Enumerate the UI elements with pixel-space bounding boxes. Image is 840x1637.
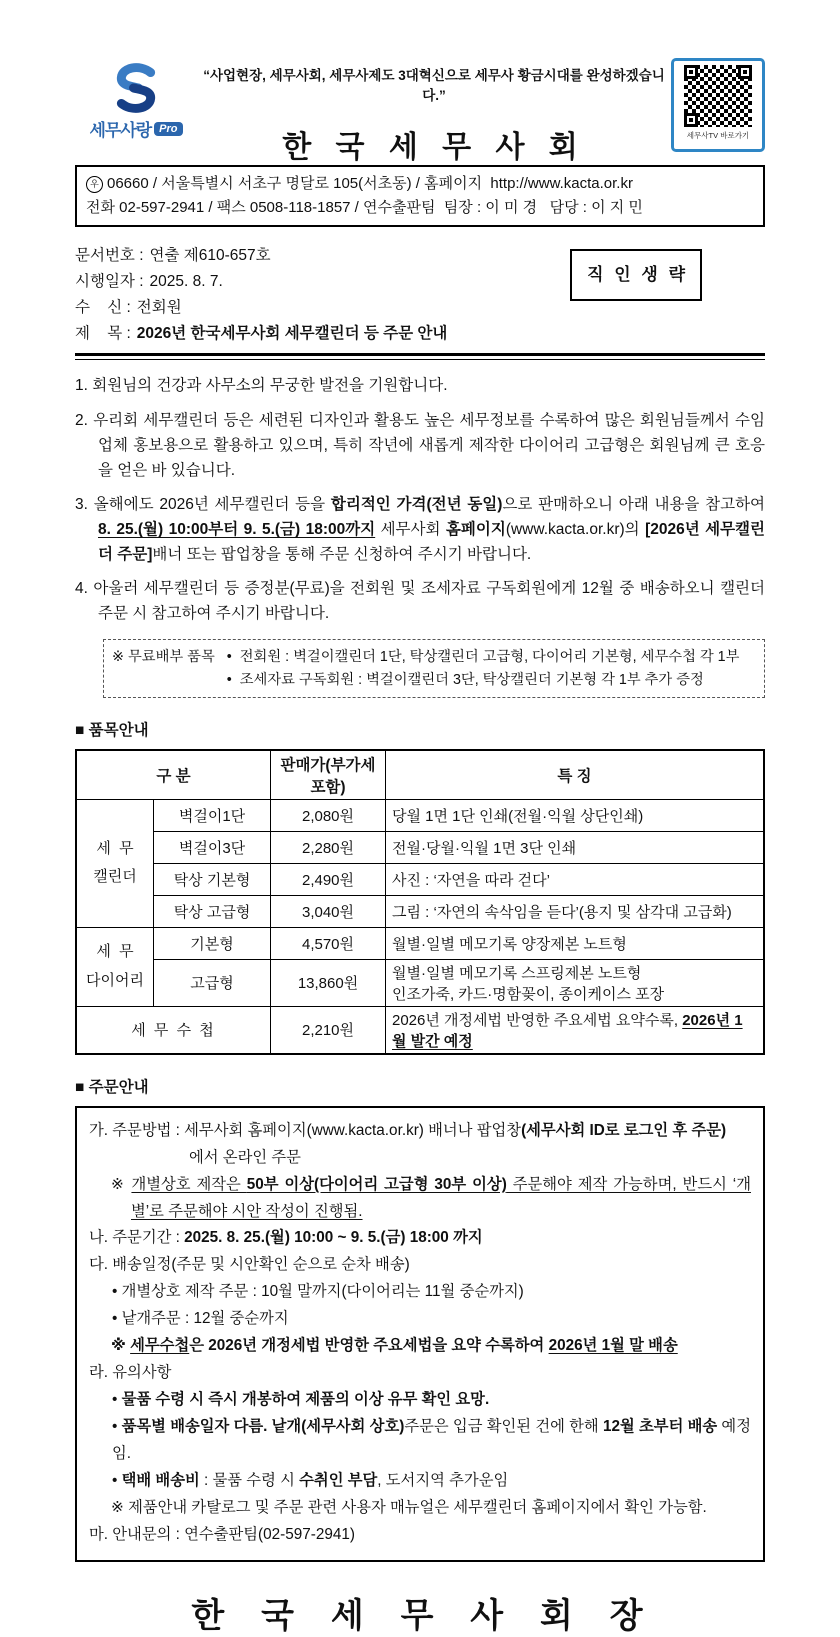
order-method-continuation: 에서 온라인 주문 bbox=[189, 1148, 301, 1166]
free-box-label: ※ 무료배부 품목 bbox=[112, 649, 215, 666]
header-center bbox=[197, 58, 671, 166]
item-price: 2,210원 bbox=[271, 1006, 386, 1054]
para-number: 1. bbox=[75, 377, 88, 395]
item-price: 4,570원 bbox=[271, 927, 386, 959]
group-label: 캘린더 bbox=[93, 868, 137, 886]
doc-subject-value: 2026년 한국세무사회 세무캘린더 등 주문 안내 bbox=[136, 325, 448, 343]
para-text: 배너 또는 팝업창을 통해 주문 신청하여 주시기 바랍니다. bbox=[152, 546, 532, 564]
order-period-label: 나. 주문기간 : bbox=[89, 1229, 185, 1247]
free-distribution-box bbox=[103, 639, 765, 697]
postal-mark-icon: 우 bbox=[86, 176, 103, 193]
order-period-line bbox=[89, 1225, 751, 1252]
table-row bbox=[76, 1006, 764, 1054]
para-text-bold: 합리적인 가격(전년 동일) bbox=[330, 495, 503, 513]
doc-date-value: 2025. 8. 7. bbox=[149, 273, 223, 291]
order-guide-box bbox=[75, 1106, 765, 1563]
para-text: 으로 판매하오니 아래 내용을 참고하여 bbox=[502, 495, 766, 513]
caution-text: 주문은 입금 확인된 건에 한해 bbox=[404, 1417, 603, 1435]
individual-print-note bbox=[89, 1172, 751, 1226]
doc-subject-row bbox=[75, 321, 765, 346]
homepage-url: (www.kacta.or.kr)의 bbox=[505, 520, 646, 538]
order-period-value: 2025. 8. 25.(월) 10:00 ~ 9. 5.(금) 18:00 까지 bbox=[184, 1229, 483, 1247]
group-diary bbox=[76, 927, 154, 1006]
para-text: 올해에도 2026년 세무캘린더 등을 bbox=[93, 495, 331, 513]
caution-item bbox=[89, 1387, 751, 1414]
qr-pattern bbox=[684, 65, 752, 127]
doc-number-label: 문서번호 : bbox=[75, 247, 144, 264]
para-text: 회원님의 건강과 사무소의 무궁한 발전을 기원합니다. bbox=[92, 377, 448, 395]
bullet-icon: • bbox=[112, 1390, 122, 1408]
feature-line: 월별·일별 메모기록 스프링제본 노트형 bbox=[392, 964, 642, 982]
table-row bbox=[76, 831, 764, 863]
paragraph-4 bbox=[75, 576, 765, 626]
paragraph-3 bbox=[75, 492, 765, 567]
contact-line-1 bbox=[86, 172, 754, 196]
para-number: 2. bbox=[75, 411, 88, 429]
handbook-delivery-note bbox=[89, 1333, 751, 1360]
qr-code bbox=[671, 58, 765, 152]
item-name: 탁상 고급형 bbox=[154, 895, 271, 927]
order-method-label: 가. 주문방법 : bbox=[89, 1121, 185, 1139]
divider-double-rule bbox=[75, 353, 765, 360]
address-text: 06660 / 서울특별시 서초구 명달로 105(서초동) / 홈페이지 http://www.kacta.or.kr bbox=[107, 175, 633, 192]
caution-item bbox=[89, 1468, 751, 1495]
doc-recipient-value: 전회원 bbox=[136, 299, 182, 317]
semusarang-logo bbox=[75, 58, 197, 141]
note-text-underline: 주문해야 제작 가능하며, 반드시 ‘개별’로 주문해야 시안 작성이 진행됨. bbox=[131, 1175, 751, 1220]
para-number: 3. bbox=[75, 495, 88, 513]
paragraph-2 bbox=[75, 408, 765, 483]
item-price: 13,860원 bbox=[271, 959, 386, 1006]
free-item-subscribers: • 조세자료 구독회원 : 벽걸이캘린더 3단, 탁상캘린더 기본형 각 1부 추가 증정 bbox=[226, 671, 704, 688]
caution-item bbox=[89, 1414, 751, 1468]
qr-finder-icon bbox=[738, 65, 752, 79]
para-text-bold: 홈페이지 bbox=[445, 520, 506, 538]
para-text: 아울러 세무캘린더 등 증정분(무료)을 전회원 및 조세자료 구독회원에게 12월 중 배송하오니 캘린더 주문 시 참고하여 주시기 바랍니다. bbox=[93, 580, 765, 623]
item-feature: 그림 : ‘자연의 속삭임을 듣다’(용지 및 삼각대 고급화) bbox=[386, 895, 765, 927]
delivery-schedule-line: 다. 배송일정(주문 및 시안확인 순으로 순차 배송) bbox=[89, 1256, 410, 1274]
doc-recipient-label: 수 신 : bbox=[75, 299, 131, 317]
header-feature: 특 징 bbox=[386, 750, 765, 800]
caution-heading: 라. 유의사항 bbox=[89, 1364, 172, 1382]
logo-s-icon bbox=[110, 62, 162, 114]
caution-text-bold: 물품 수령 시 즉시 개봉하여 제품의 이상 유무 확인 요망. bbox=[121, 1390, 490, 1408]
item-price: 2,080원 bbox=[271, 799, 386, 831]
free-item-all-members: • 전회원 : 벽걸이캘린더 1단, 탁상캘린더 고급형, 다이어리 기본형, 세무수첩 각 1부 bbox=[226, 649, 740, 666]
delivery-item: • 낱개주문 : 12월 중순까지 bbox=[112, 1310, 289, 1328]
table-row bbox=[76, 895, 764, 927]
caution-text: 예정임. bbox=[112, 1417, 751, 1462]
item-feature: 당월 1면 1단 인쇄(전월·익월 상단인쇄) bbox=[386, 799, 765, 831]
catalog-note: ※ 제품안내 카탈로그 및 주문 관련 사용자 매뉴얼은 세무캘린더 홈페이지에서 확인 가능함. bbox=[111, 1498, 707, 1516]
note-text-bold-underline: 2026년 1월 말 배송 bbox=[548, 1337, 678, 1355]
item-name: 탁상 기본형 bbox=[154, 863, 271, 895]
signature-title: 한 국 세 무 사 회 장 bbox=[191, 1597, 649, 1636]
caution-text: : 물품 수령 시 bbox=[199, 1471, 300, 1489]
qr-finder-icon bbox=[684, 113, 698, 127]
bullet-icon: • bbox=[112, 1471, 122, 1489]
item-price: 3,040원 bbox=[271, 895, 386, 927]
note-text-bold-underline: 세무수첩 bbox=[130, 1337, 190, 1355]
caution-text-bold: 12월 초부터 배송 bbox=[602, 1417, 718, 1435]
item-feature bbox=[386, 959, 765, 1006]
order-method-line bbox=[89, 1118, 751, 1145]
paragraph-1 bbox=[75, 373, 765, 398]
feature-highlight: 2026년 1월 발간 예정 bbox=[392, 1011, 743, 1050]
item-feature: 월별·일별 메모기록 양장제본 노트형 bbox=[386, 927, 765, 959]
group-label: 세 무 bbox=[96, 943, 134, 961]
table-header-row bbox=[76, 750, 764, 800]
logo-brand-text: 세무사랑 bbox=[89, 121, 152, 140]
banner-name-bold: [2026년 세무캘린더 주문] bbox=[98, 520, 765, 564]
doc-number-value: 연출 제610-657호 bbox=[149, 247, 271, 264]
qr-finder-icon bbox=[684, 65, 698, 79]
organization-title: 한 국 세 무 사 회 bbox=[282, 131, 586, 164]
document-meta bbox=[75, 243, 765, 346]
para-number: 4. bbox=[75, 580, 88, 598]
item-feature bbox=[386, 1006, 765, 1054]
document-header bbox=[75, 58, 765, 162]
free-box-items bbox=[227, 646, 740, 690]
item-name: 기본형 bbox=[154, 927, 271, 959]
note-text-bold: 은 2026년 개정세법 반영한 주요세법을 요약 수록하여 bbox=[189, 1337, 549, 1355]
items-price-table bbox=[75, 749, 765, 1055]
caution-text-bold: 품목별 배송일자 다름. 낱개(세무사회 상호) bbox=[121, 1417, 405, 1435]
item-feature: 전월·당월·익월 1면 3단 인쇄 bbox=[386, 831, 765, 863]
order-method-bold: (세무사회 ID로 로그인 후 주문) bbox=[521, 1121, 727, 1139]
order-method-text: 세무사회 홈페이지(www.kacta.or.kr) 배너나 팝업창 bbox=[184, 1121, 522, 1139]
caution-text-bold: 택배 배송비 bbox=[121, 1471, 200, 1489]
order-period-highlight: 8. 25.(월) 10:00부터 9. 5.(금) 18:00까지 bbox=[98, 520, 376, 538]
item-feature: 사진 : ‘자연을 따라 걷다’ bbox=[386, 863, 765, 895]
slogan-text: “사업현장, 세무사회, 세무사제도 3대혁신으로 세무사 황금시대를 완성하겠습니다.” bbox=[203, 68, 665, 103]
table-row bbox=[76, 799, 764, 831]
seal-omitted-stamp: 직 인 생 략 bbox=[570, 249, 702, 301]
section-order-title: ■ 주문안내 bbox=[75, 1078, 149, 1096]
caution-text: , 도서지역 추가운임 bbox=[377, 1471, 509, 1489]
caution-text-bold: 수취인 부담 bbox=[299, 1471, 378, 1489]
header-price: 판매가(부가세포함) bbox=[271, 750, 386, 800]
table-row bbox=[76, 959, 764, 1006]
bullet-icon: • bbox=[112, 1417, 122, 1435]
item-name-handbook: 세 무 수 첩 bbox=[76, 1006, 271, 1054]
note-text-bold-underline: 50부 이상(다이어리 고급형 30부 이상) bbox=[246, 1175, 507, 1193]
note-mark: ※ bbox=[111, 1337, 131, 1355]
group-calendar bbox=[76, 799, 154, 927]
logo-pro-badge: Pro bbox=[154, 122, 182, 136]
inquiry-line: 마. 안내문의 : 연수출판팀(02-597-2941) bbox=[89, 1525, 355, 1543]
delivery-item: • 개별상호 제작 주문 : 10월 말까지(다이어리는 11월 중순까지) bbox=[112, 1283, 524, 1301]
section-items-title: ■ 품목안내 bbox=[75, 721, 149, 739]
group-label: 세 무 bbox=[96, 839, 134, 857]
doc-subject-label: 제 목 : bbox=[75, 325, 131, 343]
contact-info-box bbox=[75, 165, 765, 227]
para-text: 우리회 세무캘린더 등은 세련된 디자인과 활용도 높은 세무정보를 수록하여 많은 회원님들께서 수임업체 홍보용으로 활용하고 있으며, 특히 작년에 새롭게 제작한 다이어리 고급형은 회원님께 큰 호응을 얻은 바 있습니다. bbox=[93, 411, 765, 479]
item-name: 고급형 bbox=[154, 959, 271, 1006]
doc-date-label: 시행일자 : bbox=[75, 273, 144, 291]
body-paragraphs bbox=[75, 373, 765, 626]
logo-wordmark bbox=[89, 116, 182, 141]
note-mark: ※ bbox=[111, 1175, 132, 1193]
item-name: 벽걸이3단 bbox=[154, 831, 271, 863]
note-text-underline: 개별상호 제작은 bbox=[131, 1175, 247, 1193]
group-label: 다이어리 bbox=[86, 971, 144, 989]
para-text: 세무사회 bbox=[375, 520, 446, 538]
item-name: 벽걸이1단 bbox=[154, 799, 271, 831]
qr-caption: 세무사TV 바로가기 bbox=[686, 131, 750, 140]
table-row bbox=[76, 927, 764, 959]
item-price: 2,280원 bbox=[271, 831, 386, 863]
contact-line-2: 전화 02-597-2941 / 팩스 0508-118-1857 / 연수출판팀 팀장 : 이 미 경 담당 : 이 지 민 bbox=[86, 199, 643, 216]
feature-text: 2026년 개정세법 반영한 주요세법 요약수록, bbox=[392, 1011, 683, 1029]
feature-line: 인조가죽, 카드·명함꽂이, 종이케이스 포장 bbox=[392, 985, 665, 1003]
header-category: 구 분 bbox=[76, 750, 271, 800]
table-row bbox=[76, 863, 764, 895]
item-price: 2,490원 bbox=[271, 863, 386, 895]
